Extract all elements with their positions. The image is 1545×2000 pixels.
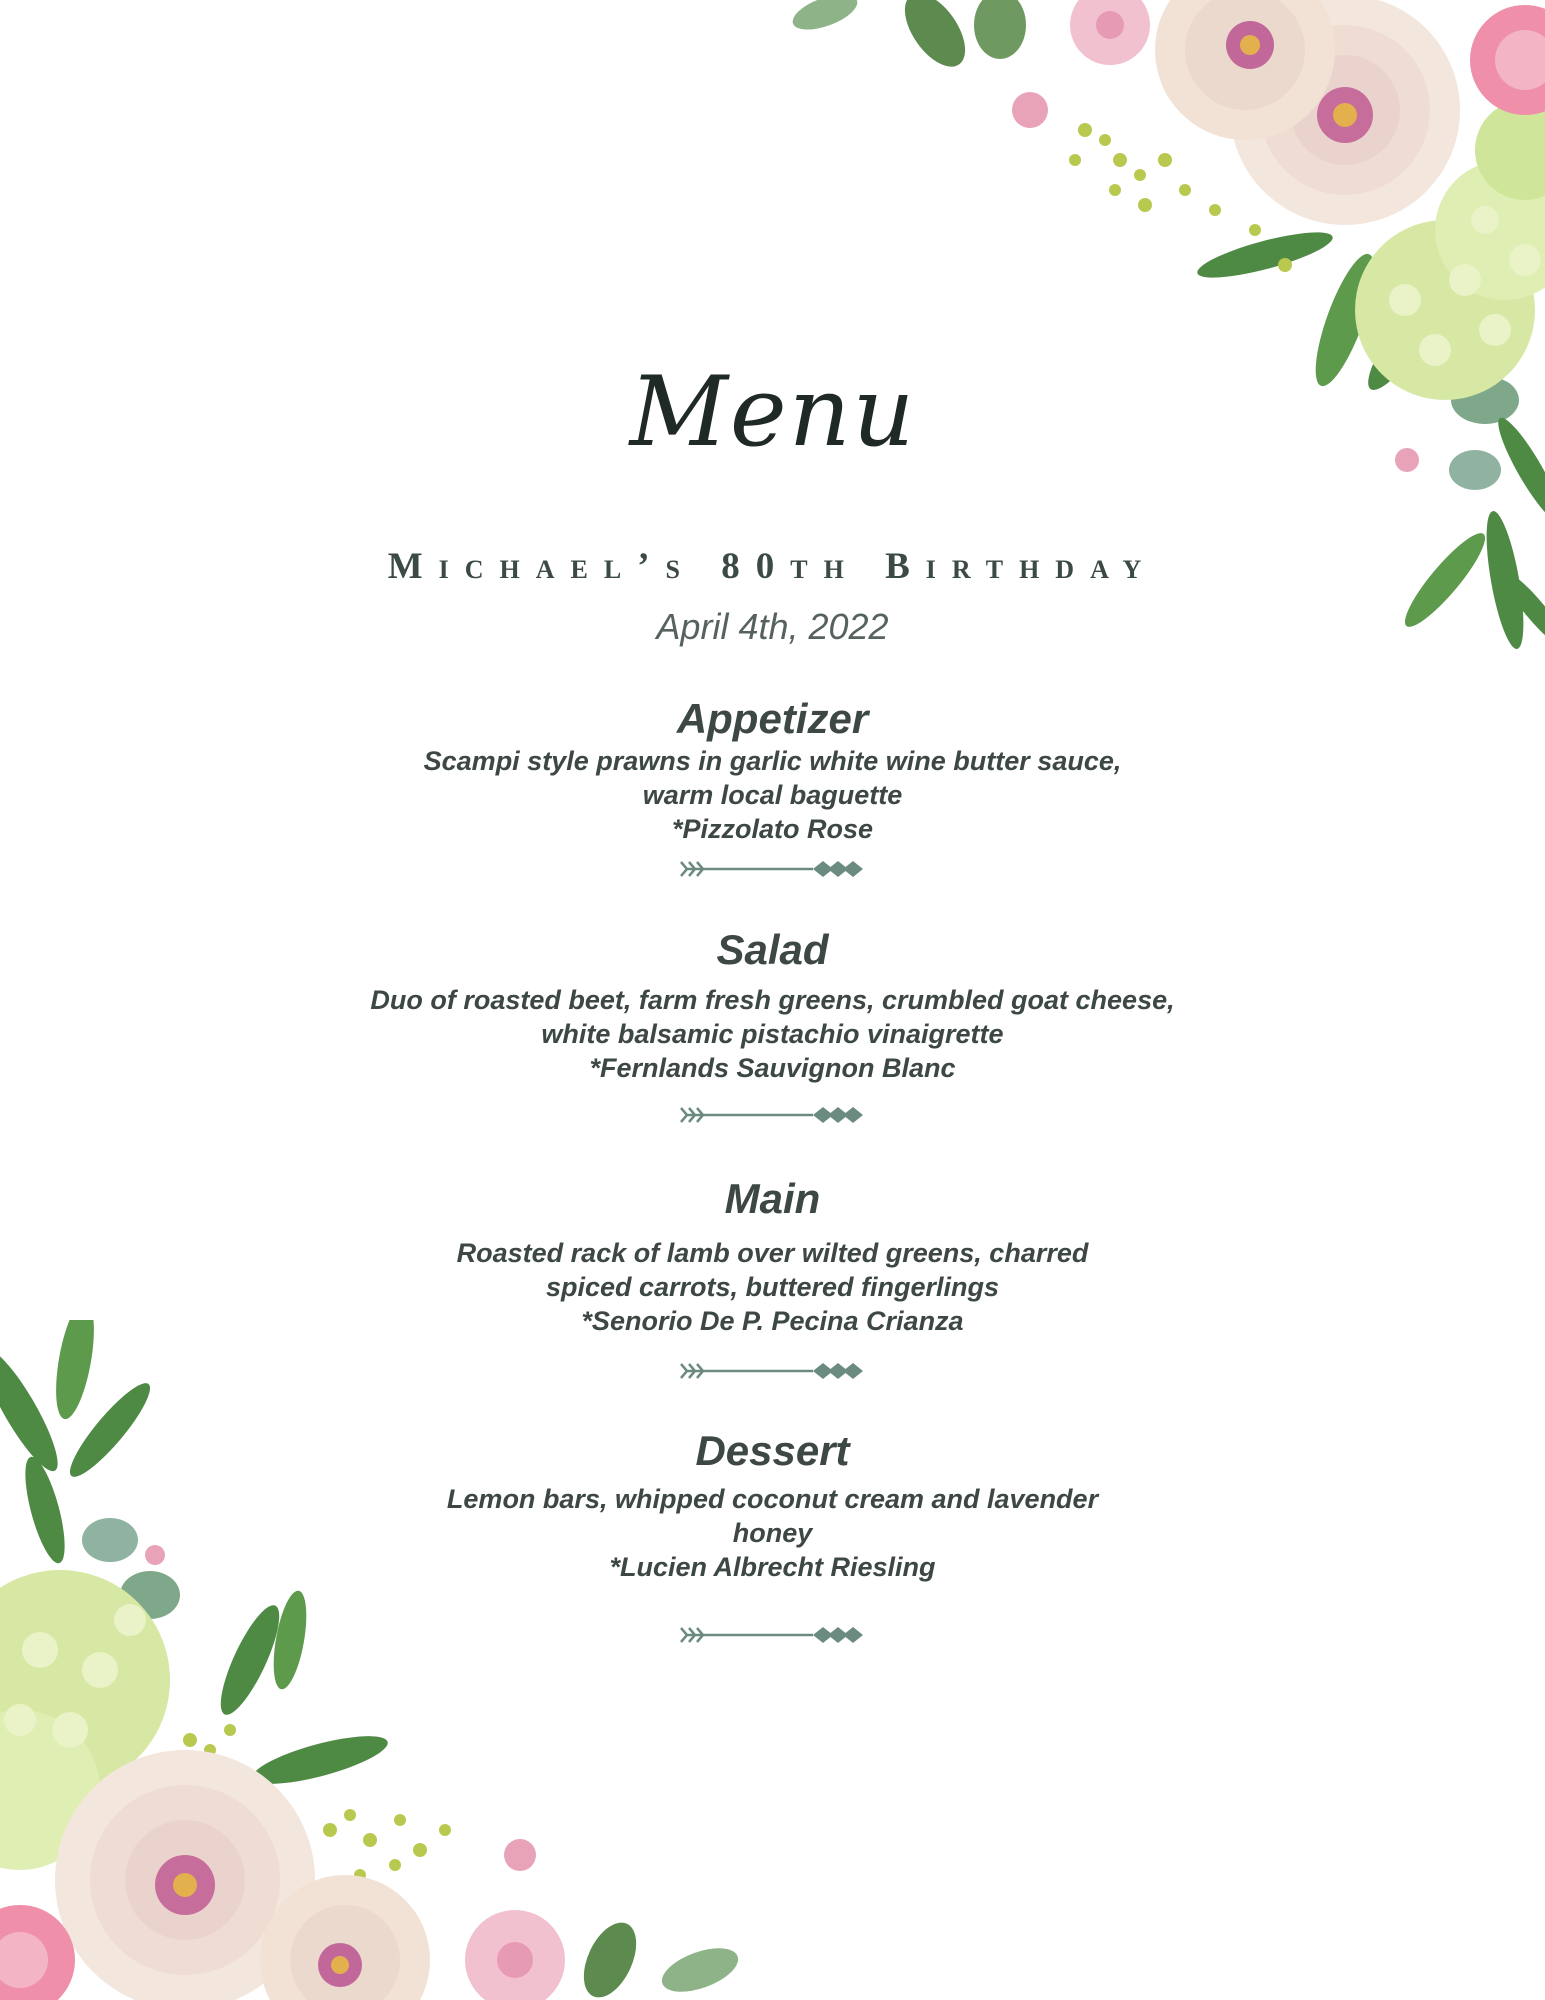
course-heading: Dessert [695,1427,850,1474]
event-name: Michael’s 80th Birthday [387,546,1158,587]
menu-title [0,360,1545,470]
course-wine-pairing: *Pizzolato Rose [671,814,874,844]
course-description-line: honey [732,1518,813,1548]
course-description-line: Duo of roasted beet, farm fresh greens, crumbled goat cheese, [370,985,1175,1015]
course-wine-pairing: *Senorio De P. Pecina Crianza [581,1306,964,1336]
menu-title-script [608,360,938,470]
arrow-divider-icon [673,857,873,881]
arrow-divider [0,1623,1545,1647]
course-description-line: warm local baguette [642,780,903,810]
course-heading: Main [724,1175,821,1222]
course-dessert [0,1426,1545,1584]
arrow-divider [0,1103,1545,1127]
course-description-line: spiced carrots, buttered fingerlings [545,1272,1000,1302]
course-description-line: Roasted rack of lamb over wilted greens, charred [456,1238,1089,1268]
arrow-divider-icon [673,1623,873,1647]
floral-corner-bottom-left [0,1320,780,2000]
arrow-divider-icon [673,1103,873,1127]
course-appetizer [0,694,1545,846]
course-description-line: Scampi style prawns in garlic white wine butter sauce, [423,746,1122,776]
arrow-divider-icon [673,1359,873,1383]
course-salad [0,925,1545,1085]
course-heading: Salad [716,926,829,973]
course-description-line: Lemon bars, whipped coconut cream and lavender [446,1484,1099,1514]
course-wine-pairing: *Fernlands Sauvignon Blanc [589,1053,956,1083]
course-heading: Appetizer [676,695,869,742]
event-date: April 4th, 2022 [656,606,889,647]
svg-text:Menu: Menu [629,360,916,468]
course-wine-pairing: *Lucien Albrecht Riesling [609,1552,936,1582]
course-main [0,1174,1545,1338]
arrow-divider [0,857,1545,881]
course-description-line: white balsamic pistachio vinaigrette [541,1019,1004,1049]
arrow-divider [0,1359,1545,1383]
